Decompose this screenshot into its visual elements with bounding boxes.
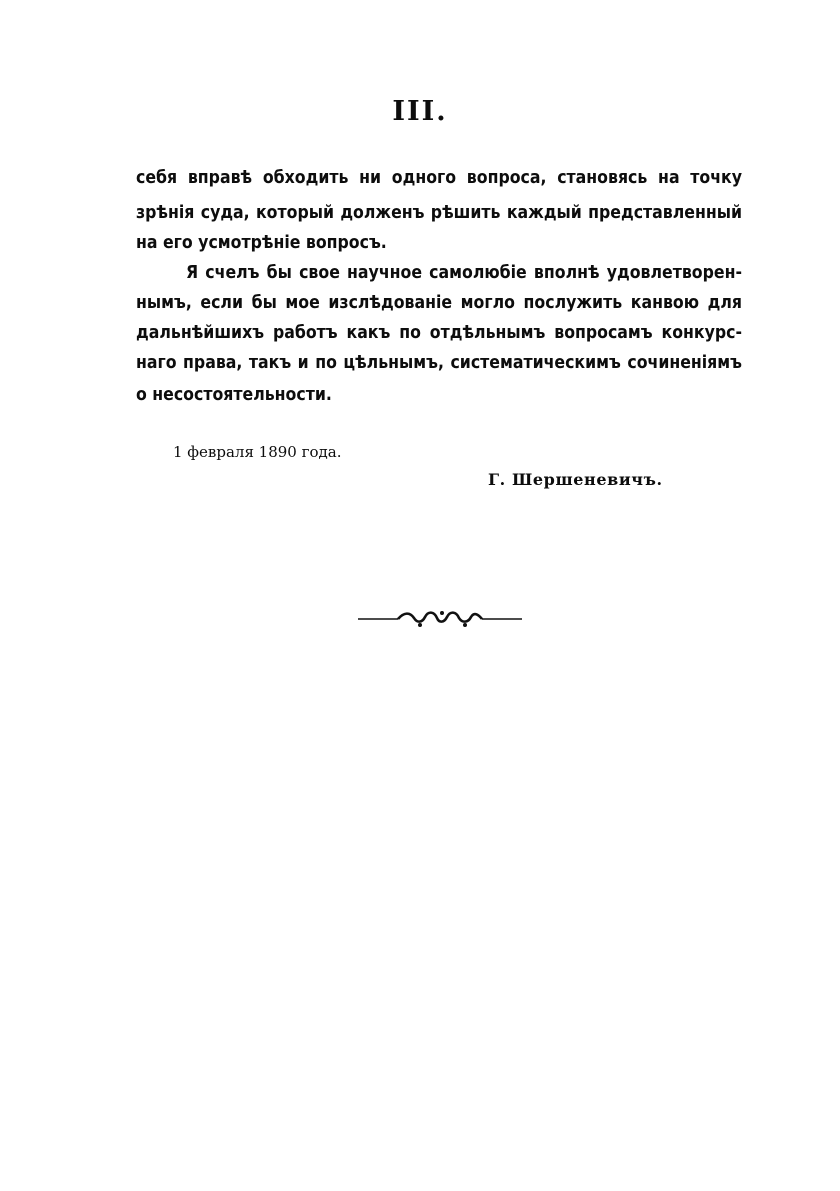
text-line: себя вправѣ обходить ни одного вопроса, становясь на точку bbox=[136, 168, 742, 188]
text-line: о несостоятельности. bbox=[136, 385, 332, 405]
preface-date: 1 февраля 1890 года. bbox=[173, 443, 342, 461]
text-line: дальнѣйшихъ работъ какъ по отдѣльнымъ вопросамъ конкурс- bbox=[136, 323, 742, 343]
text-line: наго права, такъ и по цѣльнымъ, систематическимъ сочиненіямъ bbox=[136, 353, 742, 373]
paragraph-first-line: Я счелъ бы свое научное самолюбіе вполнѣ удовлетворен- bbox=[186, 263, 742, 283]
text-line: на его усмотрѣніе вопросъ. bbox=[136, 233, 387, 253]
page-number: III. bbox=[392, 96, 448, 127]
text-line: нымъ, если бы мое изслѣдованіе могло послужить канвою для bbox=[136, 293, 742, 313]
author-signature: Г. Шершеневичъ. bbox=[488, 470, 663, 489]
ornament-divider-icon bbox=[358, 606, 522, 632]
text-line: зрѣнія суда, который долженъ рѣшить каждый представленный bbox=[136, 203, 742, 223]
